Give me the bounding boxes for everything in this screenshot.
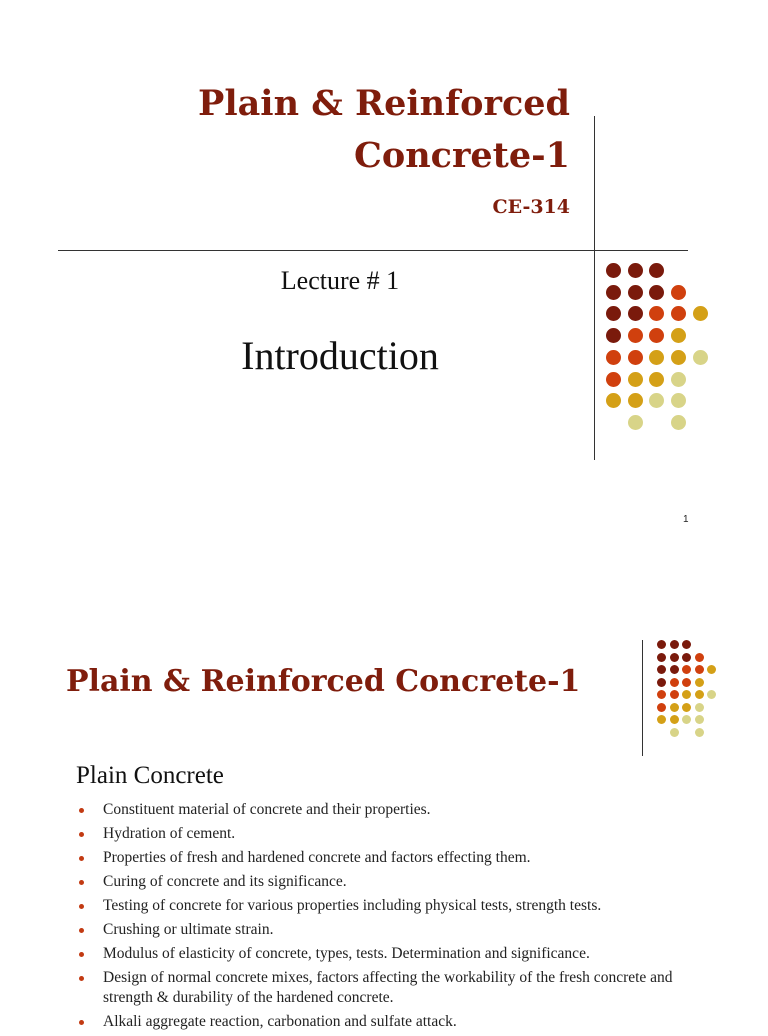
list-item-text: Testing of concrete for various properties including physical tests, strength tests.: [103, 897, 602, 914]
decorative-dot: [682, 665, 691, 674]
decorative-dot: [606, 372, 621, 387]
decorative-dot: [649, 263, 664, 278]
decorative-dot: [682, 678, 691, 687]
decorative-dot: [606, 328, 621, 343]
decorative-dot: [695, 690, 704, 699]
slide-title: [50, 78, 570, 182]
list-item: [76, 872, 716, 892]
title-line-2: Concrete-1: [354, 135, 570, 176]
list-item-text: Hydration of cement.: [103, 825, 236, 842]
decorative-dot: [695, 728, 704, 737]
decorative-dot: [606, 306, 621, 321]
decorative-dot: [670, 665, 679, 674]
bullet-dot: [79, 952, 84, 957]
list-item-text: Constituent material of concrete and their properties.: [103, 801, 431, 818]
decorative-dot: [628, 285, 643, 300]
decorative-dot: [671, 350, 686, 365]
decorative-dot: [695, 715, 704, 724]
decorative-dot: [657, 678, 666, 687]
decorative-dot: [670, 678, 679, 687]
decorative-dot: [670, 690, 679, 699]
bullet-dot: [79, 832, 84, 837]
decorative-dot: [671, 285, 686, 300]
list-item: [76, 968, 716, 1008]
decorative-dot: [628, 328, 643, 343]
decorative-dot: [649, 306, 664, 321]
decorative-dot: [671, 328, 686, 343]
decorative-dot: [649, 285, 664, 300]
page-number: 1: [683, 514, 689, 525]
list-item-text: Design of normal concrete mixes, factors affecting the workability of the fresh concrete and strength & durability of the hardened concrete.: [103, 969, 673, 1006]
list-item: [76, 944, 716, 964]
decorative-dot: [682, 715, 691, 724]
decorative-dot: [693, 306, 708, 321]
list-item-text: Curing of concrete and its significance.: [103, 873, 347, 890]
lecture-topic: Introduction: [241, 333, 439, 378]
vertical-divider: [642, 640, 643, 756]
decorative-dot: [649, 372, 664, 387]
decorative-dot: [693, 350, 708, 365]
decorative-dot: [657, 715, 666, 724]
decorative-dot: [682, 640, 691, 649]
decorative-dot: [628, 415, 643, 430]
decorative-dot: [649, 393, 664, 408]
decorative-dot: [657, 665, 666, 674]
decorative-dot: [670, 640, 679, 649]
decorative-dot: [606, 285, 621, 300]
decorative-dot: [657, 703, 666, 712]
decorative-dot: [695, 653, 704, 662]
bullet-dot: [79, 808, 84, 813]
slide-2: [0, 560, 768, 1030]
decorative-dot: [707, 690, 716, 699]
decorative-dot: [606, 350, 621, 365]
decorative-dot: [671, 393, 686, 408]
decorative-dot: [682, 653, 691, 662]
lecture-number: Lecture # 1: [280, 266, 400, 295]
list-item: [76, 896, 716, 916]
slide-title: Plain & Reinforced Concrete-1: [66, 664, 581, 699]
bullet-list: [76, 800, 716, 1036]
bullet-dot: [79, 928, 84, 933]
decorative-dot: [657, 640, 666, 649]
title-line-1: Plain & Reinforced: [198, 83, 570, 124]
decorative-dot: [670, 715, 679, 724]
decorative-dot: [682, 703, 691, 712]
list-item: [76, 848, 716, 868]
decorative-dot: [649, 328, 664, 343]
decorative-dot: [628, 263, 643, 278]
decorative-dot: [628, 306, 643, 321]
decorative-dot: [670, 728, 679, 737]
decorative-dot: [671, 306, 686, 321]
decorative-dot: [657, 653, 666, 662]
decorative-dot: [628, 393, 643, 408]
decorative-dot: [671, 372, 686, 387]
list-item-text: Crushing or ultimate strain.: [103, 921, 274, 938]
decorative-dot: [649, 350, 664, 365]
decorative-dot: [606, 263, 621, 278]
decorative-dot: [682, 690, 691, 699]
decorative-dot: [606, 393, 621, 408]
decorative-dot: [670, 703, 679, 712]
course-code: CE-314: [492, 196, 570, 218]
list-item: [76, 824, 716, 844]
decorative-dot: [695, 678, 704, 687]
bullet-dot: [79, 1020, 84, 1025]
decorative-dot: [695, 665, 704, 674]
vertical-divider: [594, 116, 595, 460]
bullet-dot: [79, 880, 84, 885]
list-item-text: Alkali aggregate reaction, carbonation and sulfate attack.: [103, 1013, 457, 1030]
list-item-text: Properties of fresh and hardened concrete and factors effecting them.: [103, 849, 531, 866]
section-heading: Plain Concrete: [76, 762, 224, 789]
decorative-dot: [670, 653, 679, 662]
decorative-dot: [707, 665, 716, 674]
bullet-dot: [79, 856, 84, 861]
decorative-dot: [671, 415, 686, 430]
decorative-dot: [695, 703, 704, 712]
bullet-dot: [79, 976, 84, 981]
list-item: [76, 920, 716, 940]
decorative-dot: [628, 350, 643, 365]
list-item-text: Modulus of elasticity of concrete, types, tests. Determination and significance.: [103, 945, 590, 962]
list-item: [76, 1012, 716, 1032]
decorative-dot: [628, 372, 643, 387]
decorative-dot: [657, 690, 666, 699]
bullet-dot: [79, 904, 84, 909]
list-item: [76, 800, 716, 820]
